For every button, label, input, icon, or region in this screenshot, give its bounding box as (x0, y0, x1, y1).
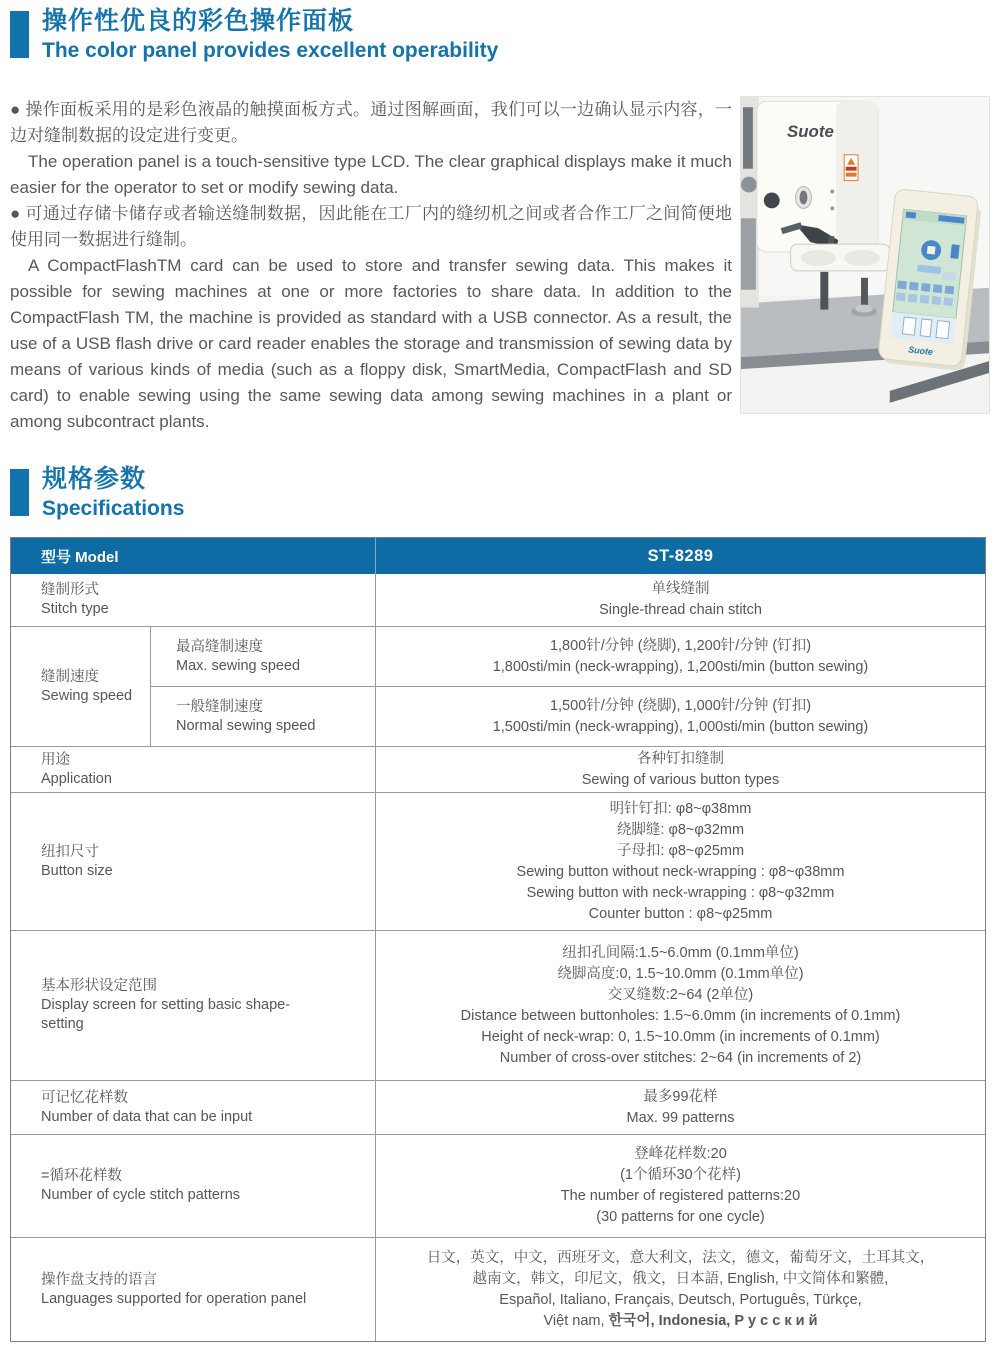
spec-table (10, 537, 986, 1342)
model-header-cell (11, 538, 376, 574)
row-label-en: Application (41, 770, 112, 787)
row-label-en: Number of data that can be input (41, 1108, 253, 1125)
value-line: (1个循环30个花样) (620, 1167, 741, 1183)
row-label-zh: 操作盘支持的语言 (41, 1271, 157, 1288)
row-label-cell (11, 747, 376, 792)
value-line: 1,800针/分钟 (绕脚), 1,200针/分钟 (钉扣) (549, 637, 812, 654)
row-label-zh: 缝制速度 (41, 668, 99, 685)
row-label-cell (11, 1238, 376, 1341)
table-row (11, 1080, 985, 1134)
table-row (11, 746, 985, 792)
value-line: Number of cross-over stitches: 2~64 (in increments of 2) (499, 1049, 862, 1066)
table-row (11, 626, 985, 746)
row-label-en: Display screen for setting basic shape-setting (41, 997, 291, 1032)
value-segment: Việt nam, (543, 1312, 609, 1329)
section1-header (42, 6, 498, 65)
machine-illustration (741, 97, 989, 413)
value-line: 1,800sti/min (neck-wrapping), 1,200sti/min (button sewing) (492, 658, 869, 675)
machine-brand-text: Suote (787, 121, 834, 141)
machine-photo (740, 96, 990, 414)
table-header-row (11, 538, 985, 574)
row-label-en: Stitch type (41, 601, 109, 617)
row-value-cell (376, 1081, 985, 1134)
row-label-en: Button size (41, 862, 113, 879)
section2-accent-bar (10, 469, 29, 516)
value-line: Sewing button with neck-wrapping : φ8~φ32mm (526, 884, 835, 901)
value-line (544, 1311, 818, 1332)
section2-title-zh: 规格参数 (42, 465, 147, 493)
row-label-cell (11, 574, 376, 626)
value-line: 明针钉扣: φ8~φ38mm (609, 800, 752, 817)
value-line: 日文，英文，中文，西班牙文，意大利文，法文，德文，葡萄牙文，土耳其文， (426, 1249, 935, 1266)
table-row (11, 1134, 985, 1237)
table-row (11, 1237, 985, 1341)
row-label-zh: 可记忆花样数 (41, 1089, 128, 1106)
row-label-en: Languages supported for operation panel (41, 1290, 307, 1307)
row-label-en: Number of cycle stitch patterns (41, 1187, 241, 1203)
body-paragraph-zh: ● 操作面板采用的是彩色液晶的触摸面板方式。通过图解画面，我们可以一边确认显示内容，一边对缝制数据的设定进行变更。 (10, 100, 732, 145)
row-value-cell (376, 931, 985, 1080)
table-body (11, 574, 985, 1341)
model-value-cell (376, 538, 985, 574)
body-paragraph-en: A CompactFlashTM card can be used to store and transfer sewing data. This makes it possible for sewing machines at one or more factories to share data. In addition to the CompactFlash TM, the machine is provided as standard with a USB connector. As a result, the use of a USB flash drive or card reader enables the storage and transmission of sewing data by means of various kinds of media (such as a floppy disk, SmartMedia, CompactFlash and SD card) to enable sewing using the same sewing data among sewing machines in a plant or among subcontract plants. (10, 256, 732, 431)
row-label-cell (11, 1081, 376, 1134)
model-value-text: ST-8289 (647, 546, 714, 565)
value-line: 单线缝制 (651, 581, 710, 597)
value-line: 各种钉扣缝制 (637, 750, 724, 767)
value-line: Sewing of various button types (581, 771, 780, 788)
row-label-en: Normal sewing speed (176, 717, 316, 734)
value-line: 纽扣孔间隔:1.5~6.0mm (0.1mm单位) (562, 944, 799, 961)
row-label-zh: 一般缝制速度 (176, 698, 263, 715)
panel-brand-text: Suote (907, 344, 934, 357)
value-line: Single-thread chain stitch (599, 602, 762, 618)
value-line: The number of registered patterns:20 (560, 1188, 801, 1204)
table-subrow (151, 686, 985, 746)
row-label-en: Sewing speed (41, 687, 133, 704)
value-line: 1,500针/分钟 (绕脚), 1,000针/分钟 (钉扣) (549, 697, 812, 714)
row-label-zh: 最高缝制速度 (176, 638, 263, 655)
value-line: 登峰花样数:20 (634, 1146, 727, 1162)
subrow-value-cell (376, 627, 985, 686)
section1-title-zh: 操作性优良的彩色操作面板 (42, 7, 355, 35)
section1-title-en: The color panel provides excellent operability (42, 39, 499, 63)
section1-accent-bar (10, 11, 29, 58)
row-label-zh: =循环花样数 (41, 1168, 122, 1184)
row-label-cell (11, 931, 376, 1080)
body-paragraph-zh: ● 可通过存储卡储存或者输送缝制数据，因此能在工厂内的缝纫机之间或者合作工厂之间简便地使用同一数据进行缝制。 (10, 204, 732, 249)
subrow-label-cell (151, 687, 376, 746)
value-line: 交叉缝数:2~64 (2单位) (607, 986, 754, 1003)
row-value-cell (376, 574, 985, 626)
value-line: 绕脚高度:0, 1.5~10.0mm (0.1mm单位) (557, 965, 804, 982)
row-label-zh: 用途 (41, 751, 70, 768)
row-label-cell (11, 793, 376, 930)
value-line: Counter button : φ8~φ25mm (588, 905, 773, 922)
value-line: Max. 99 patterns (626, 1109, 735, 1126)
value-line: Sewing button without neck-wrapping : φ8~φ38mm (516, 863, 845, 880)
row-label-zh: 缝制形式 (41, 582, 99, 598)
row-label-en: Max. sewing speed (176, 657, 301, 674)
subrow-group (151, 627, 985, 746)
row-label-zh: 纽扣尺寸 (41, 843, 99, 860)
row-label-cell (11, 1135, 376, 1237)
section2-header (42, 464, 184, 523)
body-paragraph-en: The operation panel is a touch-sensitive type LCD. The clear graphical displays make it much easier for the operator to set or modify sewing data. (10, 152, 732, 197)
section2-title-en: Specifications (42, 497, 185, 521)
value-line: Height of neck-wrap: 0, 1.5~10.0mm (in increments of 0.1mm) (481, 1028, 880, 1045)
value-line: 子母扣: φ8~φ25mm (616, 842, 745, 859)
subrow-value-cell (376, 687, 985, 746)
row-value-cell (376, 1135, 985, 1237)
table-row (11, 792, 985, 930)
table-row (11, 574, 985, 626)
row-value-cell (376, 747, 985, 792)
row-value-cell (376, 793, 985, 930)
value-line: (30 patterns for one cycle) (596, 1209, 765, 1225)
value-line: 绕脚缝: φ8~φ32mm (616, 821, 745, 838)
row-value-cell (376, 1238, 985, 1341)
value-line: Español, Italiano, Français, Deutsch, Português, Türkçe, (499, 1291, 862, 1308)
table-row (11, 930, 985, 1080)
value-line: 1,500sti/min (neck-wrapping), 1,000sti/min (button sewing) (492, 718, 869, 735)
value-line: 越南文，韩文，印尼文，俄文，日本語, English, 中文简体和繁體, (472, 1270, 889, 1287)
value-segment-bold: 한국어, Indonesia, Р у с с к и й (608, 1312, 818, 1329)
row-label-cell (11, 627, 151, 746)
value-line: 最多99花样 (643, 1088, 718, 1105)
value-line: Distance between buttonholes: 1.5~6.0mm (in increments of 0.1mm) (460, 1007, 901, 1024)
row-label-zh: 基本形状设定范围 (41, 978, 157, 994)
table-subrow (151, 627, 985, 686)
subrow-label-cell (151, 627, 376, 686)
model-header-label: 型号 Model (41, 548, 119, 566)
body-copy (10, 97, 732, 435)
